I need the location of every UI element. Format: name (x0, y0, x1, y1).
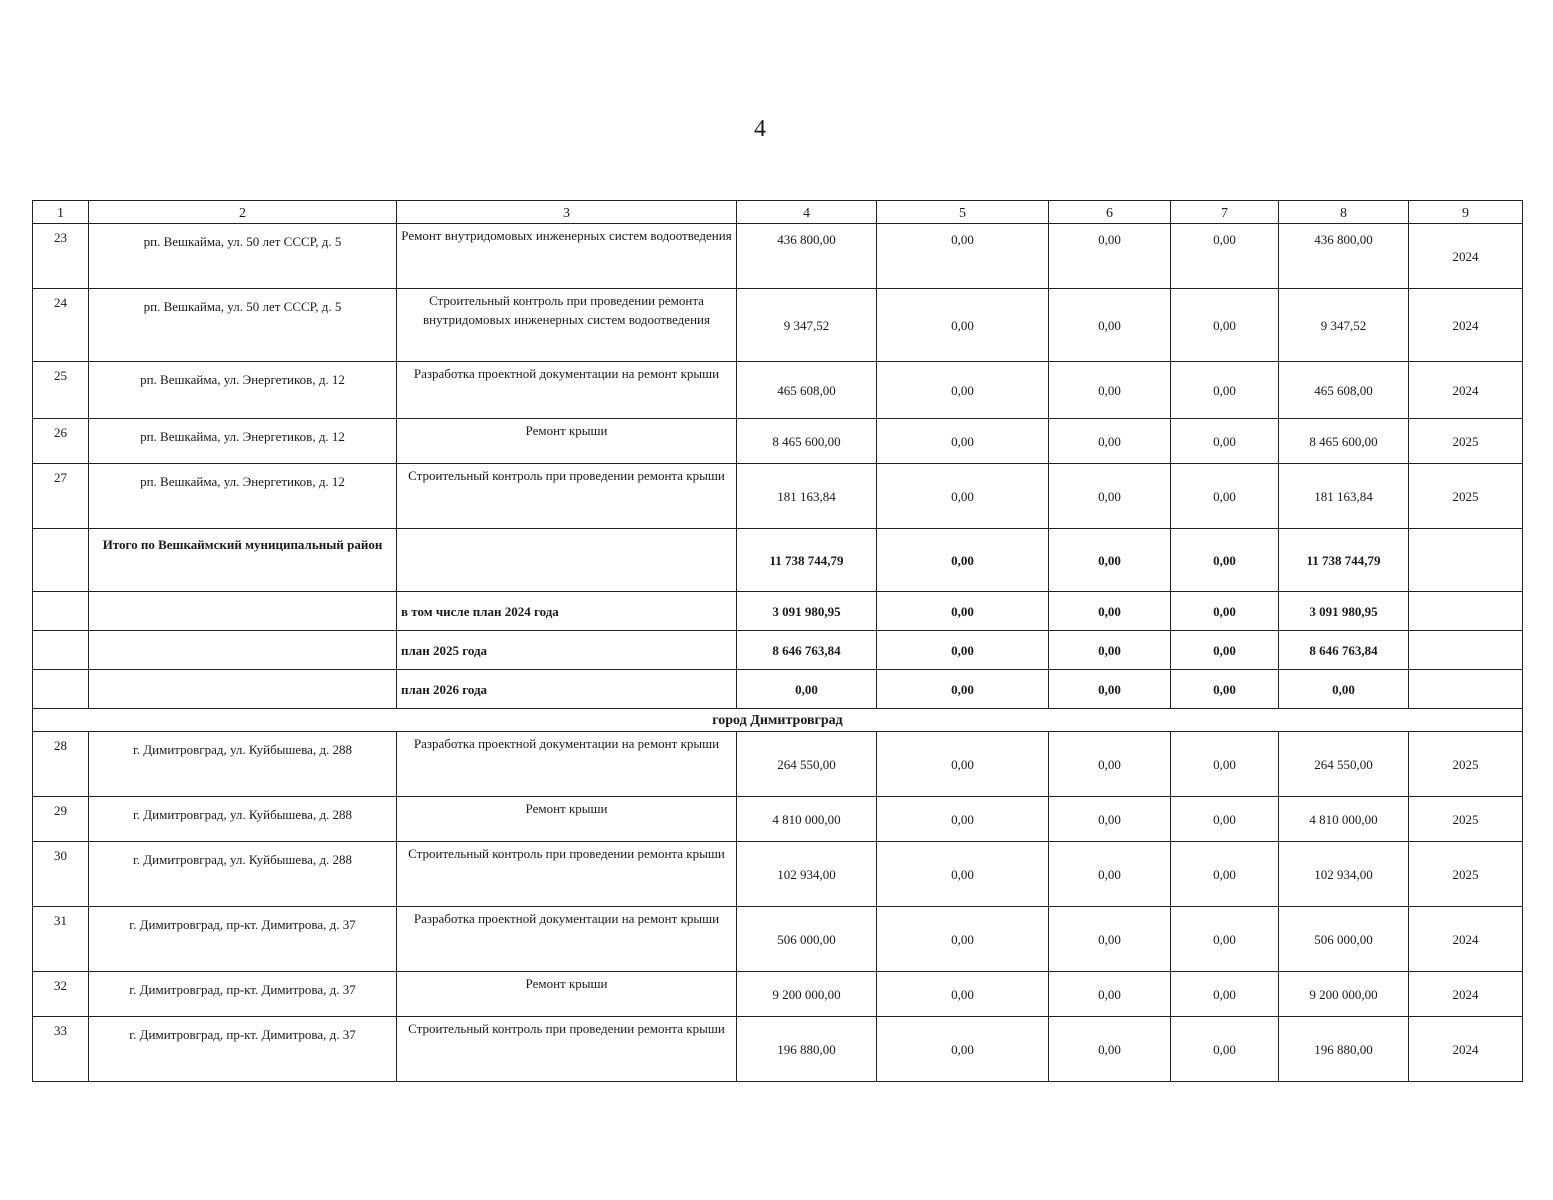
row-number: 27 (33, 464, 89, 529)
plan-label: в том числе план 2024 года (397, 592, 737, 631)
column-number: 7 (1171, 201, 1279, 224)
value-cell: 4 810 000,00 (1279, 797, 1409, 842)
row-number: 24 (33, 289, 89, 362)
year-cell: 2024 (1409, 972, 1523, 1017)
total-value: 0,00 (1171, 529, 1279, 592)
value-cell: 0,00 (1049, 224, 1171, 289)
value-cell: 196 880,00 (1279, 1017, 1409, 1082)
table-row (33, 797, 1523, 842)
value-cell: 0,00 (1049, 797, 1171, 842)
value-cell: 0,00 (1049, 907, 1171, 972)
year-cell: 2025 (1409, 732, 1523, 797)
value-cell: 506 000,00 (1279, 907, 1409, 972)
column-number: 6 (1049, 201, 1171, 224)
row-number: 32 (33, 972, 89, 1017)
row-number: 29 (33, 797, 89, 842)
value-cell: 0,00 (1049, 732, 1171, 797)
work-type-cell: Разработка проектной документации на ремонт крыши (397, 732, 737, 797)
repair-plan-table (32, 200, 1523, 1082)
value-cell: 0,00 (1171, 419, 1279, 464)
total-row (33, 529, 1523, 592)
total-label: Итого по Вешкаймский муниципальный район (89, 529, 397, 592)
section-title: город Димитровград (33, 709, 1523, 732)
value-cell: 0,00 (1171, 289, 1279, 362)
value-cell: 0,00 (1171, 907, 1279, 972)
value-cell: 506 000,00 (737, 907, 877, 972)
column-number: 2 (89, 201, 397, 224)
plan-value: 3 091 980,95 (1279, 592, 1409, 631)
section-row (33, 709, 1523, 732)
value-cell: 0,00 (1049, 419, 1171, 464)
value-cell: 196 880,00 (737, 1017, 877, 1082)
address-cell: рп. Вешкайма, ул. 50 лет СССР, д. 5 (89, 224, 397, 289)
value-cell: 9 200 000,00 (737, 972, 877, 1017)
plan-value: 0,00 (877, 592, 1049, 631)
address-cell: г. Димитровград, ул. Куйбышева, д. 288 (89, 732, 397, 797)
value-cell: 0,00 (877, 907, 1049, 972)
table-row (33, 1017, 1523, 1082)
year-cell: 2024 (1409, 362, 1523, 419)
value-cell: 0,00 (877, 464, 1049, 529)
column-number: 1 (33, 201, 89, 224)
value-cell: 0,00 (877, 224, 1049, 289)
plan-value: 3 091 980,95 (737, 592, 877, 631)
value-cell: 0,00 (877, 1017, 1049, 1082)
column-number: 4 (737, 201, 877, 224)
row-number: 30 (33, 842, 89, 907)
value-cell: 0,00 (1049, 1017, 1171, 1082)
value-cell: 0,00 (877, 289, 1049, 362)
page-number: 4 (754, 116, 766, 142)
address-cell: г. Димитровград, пр-кт. Димитрова, д. 37 (89, 1017, 397, 1082)
value-cell: 436 800,00 (737, 224, 877, 289)
table-row (33, 842, 1523, 907)
value-cell: 436 800,00 (1279, 224, 1409, 289)
work-type-cell: Строительный контроль при проведении ремонта крыши (397, 464, 737, 529)
value-cell: 0,00 (1171, 972, 1279, 1017)
plan-value: 8 646 763,84 (737, 631, 877, 670)
table-row (33, 907, 1523, 972)
address-cell: г. Димитровград, ул. Куйбышева, д. 288 (89, 797, 397, 842)
table-row (33, 224, 1523, 289)
column-number: 3 (397, 201, 737, 224)
empty-cell (33, 631, 89, 670)
row-number: 28 (33, 732, 89, 797)
row-number: 31 (33, 907, 89, 972)
empty-cell (89, 631, 397, 670)
column-number: 5 (877, 201, 1049, 224)
row-number: 23 (33, 224, 89, 289)
table-row (33, 464, 1523, 529)
year-cell: 2024 (1409, 224, 1523, 289)
value-cell: 9 200 000,00 (1279, 972, 1409, 1017)
plan-value: 0,00 (1049, 670, 1171, 709)
value-cell: 0,00 (1171, 362, 1279, 419)
value-cell: 264 550,00 (1279, 732, 1409, 797)
empty-cell (33, 592, 89, 631)
plan-label: план 2025 года (397, 631, 737, 670)
column-number: 9 (1409, 201, 1523, 224)
row-number: 26 (33, 419, 89, 464)
table-row (33, 289, 1523, 362)
value-cell: 0,00 (1171, 797, 1279, 842)
work-type-cell: Строительный контроль при проведении ремонта крыши (397, 1017, 737, 1082)
address-cell: г. Димитровград, пр-кт. Димитрова, д. 37 (89, 907, 397, 972)
total-value: 0,00 (877, 529, 1049, 592)
plan-row (33, 592, 1523, 631)
plan-value: 0,00 (877, 670, 1049, 709)
empty-cell (1409, 592, 1523, 631)
work-type-cell: Ремонт внутридомовых инженерных систем водоотведения (397, 224, 737, 289)
plan-value: 0,00 (1049, 631, 1171, 670)
address-cell: г. Димитровград, ул. Куйбышева, д. 288 (89, 842, 397, 907)
value-cell: 0,00 (877, 842, 1049, 907)
table-row (33, 732, 1523, 797)
value-cell: 102 934,00 (1279, 842, 1409, 907)
work-type-cell: Разработка проектной документации на ремонт крыши (397, 362, 737, 419)
work-type-cell: Ремонт крыши (397, 972, 737, 1017)
address-cell: рп. Вешкайма, ул. Энергетиков, д. 12 (89, 419, 397, 464)
year-cell: 2024 (1409, 289, 1523, 362)
plan-value: 0,00 (877, 631, 1049, 670)
value-cell: 0,00 (877, 797, 1049, 842)
plan-value: 0,00 (737, 670, 877, 709)
address-cell: рп. Вешкайма, ул. Энергетиков, д. 12 (89, 464, 397, 529)
value-cell: 4 810 000,00 (737, 797, 877, 842)
value-cell: 102 934,00 (737, 842, 877, 907)
empty-cell (89, 592, 397, 631)
plan-label: план 2026 года (397, 670, 737, 709)
value-cell: 264 550,00 (737, 732, 877, 797)
table-row (33, 419, 1523, 464)
work-type-cell: Строительный контроль при проведении ремонта внутридомовых инженерных систем водоотведения (397, 289, 737, 362)
value-cell: 0,00 (1049, 972, 1171, 1017)
value-cell: 0,00 (1049, 362, 1171, 419)
value-cell: 9 347,52 (737, 289, 877, 362)
total-value: 11 738 744,79 (737, 529, 877, 592)
year-cell: 2025 (1409, 464, 1523, 529)
value-cell: 0,00 (1049, 464, 1171, 529)
column-number-row (33, 201, 1523, 224)
plan-value: 0,00 (1049, 592, 1171, 631)
value-cell: 0,00 (1171, 464, 1279, 529)
plan-value: 8 646 763,84 (1279, 631, 1409, 670)
work-type-cell: Строительный контроль при проведении ремонта крыши (397, 842, 737, 907)
table-row (33, 972, 1523, 1017)
value-cell: 8 465 600,00 (737, 419, 877, 464)
value-cell: 8 465 600,00 (1279, 419, 1409, 464)
plan-value: 0,00 (1279, 670, 1409, 709)
plan-row (33, 631, 1523, 670)
work-type-cell: Разработка проектной документации на ремонт крыши (397, 907, 737, 972)
year-cell: 2025 (1409, 419, 1523, 464)
value-cell: 181 163,84 (737, 464, 877, 529)
work-type-cell: Ремонт крыши (397, 419, 737, 464)
value-cell: 0,00 (1049, 842, 1171, 907)
empty-cell (33, 529, 89, 592)
value-cell: 0,00 (877, 972, 1049, 1017)
plan-row (33, 670, 1523, 709)
value-cell: 9 347,52 (1279, 289, 1409, 362)
value-cell: 0,00 (877, 362, 1049, 419)
value-cell: 181 163,84 (1279, 464, 1409, 529)
value-cell: 0,00 (1049, 289, 1171, 362)
empty-cell (89, 670, 397, 709)
empty-cell (397, 529, 737, 592)
year-cell: 2024 (1409, 1017, 1523, 1082)
row-number: 33 (33, 1017, 89, 1082)
total-value: 0,00 (1049, 529, 1171, 592)
year-cell: 2024 (1409, 907, 1523, 972)
address-cell: рп. Вешкайма, ул. 50 лет СССР, д. 5 (89, 289, 397, 362)
value-cell: 465 608,00 (737, 362, 877, 419)
address-cell: г. Димитровград, пр-кт. Димитрова, д. 37 (89, 972, 397, 1017)
value-cell: 0,00 (1171, 1017, 1279, 1082)
value-cell: 0,00 (1171, 842, 1279, 907)
value-cell: 0,00 (1171, 732, 1279, 797)
plan-value: 0,00 (1171, 592, 1279, 631)
empty-cell (1409, 529, 1523, 592)
value-cell: 0,00 (877, 419, 1049, 464)
empty-cell (1409, 670, 1523, 709)
value-cell: 465 608,00 (1279, 362, 1409, 419)
empty-cell (1409, 631, 1523, 670)
value-cell: 0,00 (877, 732, 1049, 797)
row-number: 25 (33, 362, 89, 419)
value-cell: 0,00 (1171, 224, 1279, 289)
total-value: 11 738 744,79 (1279, 529, 1409, 592)
column-number: 8 (1279, 201, 1409, 224)
address-cell: рп. Вешкайма, ул. Энергетиков, д. 12 (89, 362, 397, 419)
plan-value: 0,00 (1171, 631, 1279, 670)
year-cell: 2025 (1409, 797, 1523, 842)
year-cell: 2025 (1409, 842, 1523, 907)
empty-cell (33, 670, 89, 709)
table-row (33, 362, 1523, 419)
plan-value: 0,00 (1171, 670, 1279, 709)
work-type-cell: Ремонт крыши (397, 797, 737, 842)
